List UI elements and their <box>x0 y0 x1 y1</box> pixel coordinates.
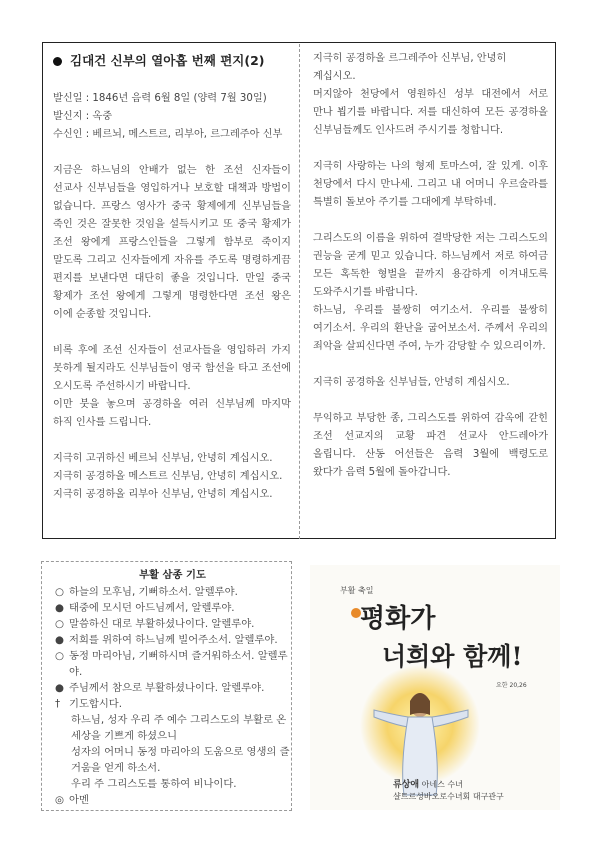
easter-artwork <box>310 565 560 810</box>
meta-date: 발신일 : 1846년 음력 6월 8일 (양력 7월 30일) <box>53 93 267 104</box>
prayer-content <box>55 567 290 808</box>
dot-icon: ● <box>55 634 64 646</box>
farewell-line: 지극히 공경하올 메스트르 신부님, 안녕히 계십시오. <box>53 471 283 482</box>
letter-paragraph: 지극히 공경하올 신부님들, 안녕히 계십시오. <box>313 377 510 388</box>
letter-paragraph: 지극히 공경하올 르그레주아 신부님, 안녕히 계십시오. <box>313 53 507 82</box>
prayer-line: ○ 하늘의 모후님, 기뻐하소서. 알렐루야. <box>55 586 238 598</box>
cross-icon: † <box>55 698 61 710</box>
letter-paragraph: 머지않아 천당에서 영원하신 성부 대전에서 서로 만나 뵙기를 바랍니다. 저를 대신하여 모든 공경하올 신부님들께도 인사드려 주시기를 청합니다. <box>313 89 548 136</box>
calligraphy-line-2: 너희와 함께! <box>382 642 523 671</box>
prayer-line: ● 태중에 모시던 아드님께서, 알렐루야. <box>55 602 235 614</box>
circle-icon: ○ <box>55 650 64 662</box>
prayer-line: ● 저희를 위하여 하느님께 빌어주소서. 알렐루야. <box>55 634 278 646</box>
letter-paragraph: 비록 후에 조선 신자들이 선교사들을 영입하러 가지 못하게 될지라도 신부님들이 영국 함선을 타고 조선에 오시도록 주선하시기 바랍니다. <box>53 345 291 392</box>
artwork-illustration <box>310 565 560 810</box>
prayer-line: ○ 말씀하신 대로 부활하셨나이다. 알렐루야. <box>55 618 255 630</box>
dot-icon: ● <box>55 602 64 614</box>
letter-paragraph: 하느님, 우리를 불쌍히 여기소서. 우리를 불쌍히 여기소서. 우리의 환난을 굽어보소서. 주께서 우리의 죄악을 살피신다면 주여, 누가 감당할 수 있으리이까. <box>313 305 548 352</box>
double-circle-icon: ◎ <box>55 794 64 806</box>
prayer-line: 우리 주 그리스도를 통하여 비나이다. <box>71 778 237 790</box>
meta-place: 발신지 : 옥중 <box>53 111 113 122</box>
letter-paragraph: 무익하고 부당한 종, 그리스도를 위하여 감옥에 갇힌 조선 선교지의 교황 파견 선교사 안드레아가 올립니다. 산동 어선들은 음력 3월에 백령도로 왔다가 음력 5월에 돌아갑니다. <box>313 413 548 478</box>
prayer-line: 하느님, 성자 우리 주 예수 그리스도의 부활로 온 세상을 기쁘게 하셨으니 <box>71 714 287 742</box>
artist-name: 류상애 <box>393 780 420 790</box>
prayer-line: ◎ 아멘 <box>55 794 89 806</box>
prayer-line: 성자의 어머니 동정 마리아의 도움으로 영생의 즐거움을 얻게 하소서. <box>71 746 290 774</box>
meta-recipients: 수신인 : 베르뇌, 메스트르, 리부아, 르그레주아 신부 <box>53 129 283 140</box>
prayer-line: † 기도합시다. <box>55 698 123 710</box>
letter-title <box>53 52 291 70</box>
artist-baptismal-name: 아네스 수녀 <box>421 780 463 789</box>
letter-right-column <box>313 50 548 482</box>
calligraphy-line-1: 평화가 <box>360 604 436 634</box>
circle-icon: ○ <box>55 618 64 630</box>
letter-left-column <box>53 52 291 504</box>
farewell-line: 지극히 고귀하신 베르뇌 신부님, 안녕히 계십시오. <box>53 453 273 464</box>
small-caption: 부활 축일 <box>340 586 374 595</box>
letter-title-text: 김대건 신부의 열아홉 번째 편지(2) <box>70 53 265 68</box>
artist-organization: 샬트르성바오로수녀회 대구관구 <box>393 792 504 801</box>
farewell-line: 지극히 공경하올 리부아 신부님, 안녕히 계십시오. <box>53 489 273 500</box>
letter-paragraph: 그리스도의 이름을 위하여 결박당한 저는 그리스도의 권능을 굳게 믿고 있습니다. 하느님께서 저로 하여금 모든 혹독한 형벌을 끝까지 용감하게 이겨내도록 도와주시기를 바랍니다. <box>313 233 548 298</box>
dot-icon: ● <box>55 682 64 694</box>
prayer-line: ○ 동정 마리아님, 기뻐하시며 즐거워하소서. 알렐루야. <box>55 650 288 678</box>
letter-paragraph: 지금은 하느님의 안배가 없는 한 조선 신자들이 선교사 신부님들을 영입하거나 보호할 대책과 방법이 없습니다. 프랑스 영사가 중국 황제에게 신부님들을 죽인 것은 잘못한 것임을 설득시키고 또 중국 황제가 조선 왕에게 프랑스인들을 그렇게 함부로 죽이지 말도록 그리고 신자들에게 자유를 주도록 명령하게끔 편지를 보낸다면 대단히 좋을 것입니다. 만일 중국 황제가 조선 왕에게 그렇게 명령한다면 조선 왕은 이에 순종할 것입니다. <box>53 165 291 320</box>
letter-paragraph: 지극히 사랑하는 나의 형제 토마스여, 잘 있게. 이후 천당에서 다시 만나세. 그리고 내 어머니 우르술라를 특별히 돌보아 주기를 그대에게 부탁하네. <box>313 161 548 208</box>
letter-paragraph: 이만 붓을 놓으며 공경하올 여러 신부님께 마지막 하직 인사를 드립니다. <box>53 399 291 428</box>
bullet-icon <box>53 57 62 66</box>
circle-icon: ○ <box>55 586 64 598</box>
prayer-title: 부활 삼종 기도 <box>139 569 206 581</box>
reference-text: 요한 20,26 <box>496 682 527 689</box>
prayer-line: ● 주님께서 참으로 부활하셨나이다. 알렐루야. <box>55 682 265 694</box>
artist-credit <box>393 779 504 803</box>
column-divider <box>299 44 300 539</box>
